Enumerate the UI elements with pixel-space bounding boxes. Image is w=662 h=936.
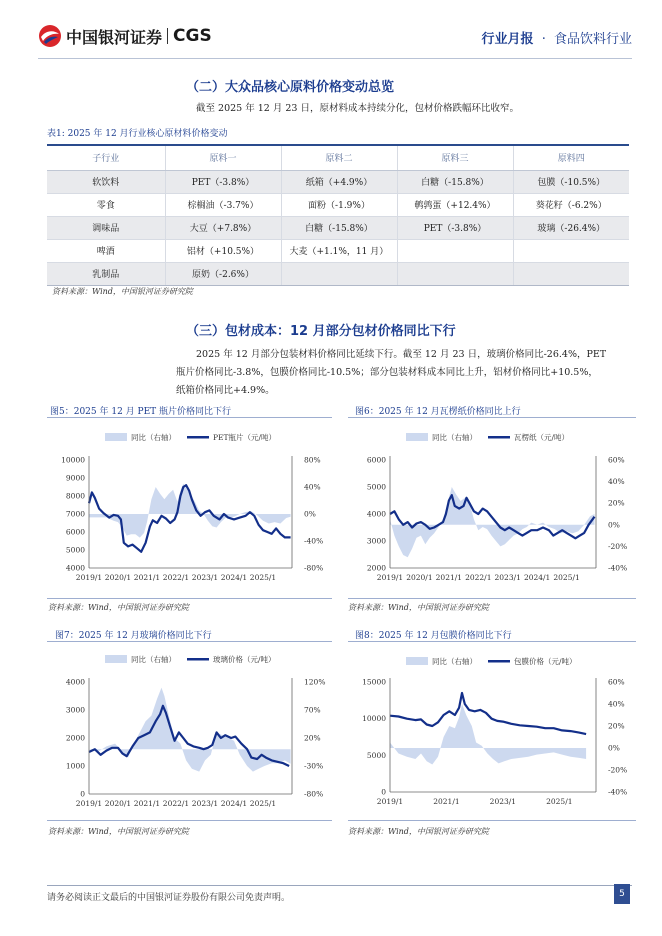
y-left-tick-label: 10000	[362, 714, 386, 724]
table-cell: 玻璃（-26.4%）	[513, 216, 629, 239]
fig5-caption: 图5：2025 年 12 月 PET 瓶片价格同比下行	[50, 407, 232, 417]
x-tick-label: 2022/1	[162, 573, 190, 582]
x-tick-label: 2020/1	[406, 573, 433, 582]
y-right-tick-label: 60%	[608, 677, 625, 687]
y-left-tick-label: 2000	[366, 563, 386, 573]
header-report-info	[482, 28, 632, 47]
x-tick-label: 2019/1	[75, 799, 103, 808]
legend-swatch-price	[187, 658, 209, 661]
x-tick-label: 2024/1	[523, 573, 551, 582]
table-header-cell: 原料四	[513, 145, 629, 170]
y-left-tick-label: 4000	[366, 509, 386, 519]
table-cell: 大麦（+1.1%，11 月）	[281, 239, 397, 262]
y-right-tick-label: 0%	[608, 520, 620, 530]
series-yoy-area	[390, 704, 586, 765]
y-left-tick-label: 9000	[65, 473, 85, 483]
fig7-caption: 图7：2025 年 12 月玻璃价格同比下行	[55, 631, 212, 641]
table-row	[47, 216, 629, 239]
table-cell: 纸箱（+4.9%）	[281, 170, 397, 193]
table-cell	[397, 262, 513, 285]
table-cell: 白糖（-15.8%）	[397, 170, 513, 193]
material-cost-table	[47, 144, 629, 286]
table-cell	[281, 262, 397, 285]
y-left-tick-label: 8000	[65, 491, 85, 501]
x-tick-label: 2020/1	[104, 799, 132, 808]
table-row	[47, 262, 629, 285]
legend-swatch-yoy	[406, 433, 428, 441]
footer-disclaimer: 请务必阅读正文最后的中国银河证券股份有限公司免责声明。	[47, 893, 291, 903]
table-header-cell: 原料三	[397, 145, 513, 170]
chart-legend	[105, 654, 276, 664]
y-right-tick-label: -20%	[608, 765, 628, 775]
y-right-tick-label: 70%	[304, 705, 321, 715]
table-header-cell: 原料二	[281, 145, 397, 170]
legend-label-price: 瓦楞纸（元/吨）	[514, 433, 570, 442]
series-price-line	[89, 485, 291, 552]
footer-divider	[47, 885, 632, 886]
table-cell: 软饮料	[47, 170, 165, 193]
section2-paragraph: 截至 2025 年 12 月 23 日，原材料成本持续分化，包材价格跌幅环比收窄。	[196, 103, 519, 114]
x-tick-label: 2024/1	[220, 573, 248, 582]
legend-swatch-yoy	[406, 657, 428, 665]
table-cell: 面粉（-1.9%）	[281, 193, 397, 216]
table-cell: 白糖（-15.8%）	[281, 216, 397, 239]
table-cell: 棕榈油（-3.7%）	[165, 193, 281, 216]
legend-swatch-price	[488, 436, 510, 439]
fig8-chart	[348, 642, 636, 822]
table-cell: 啤酒	[47, 239, 165, 262]
fig5-chart-box	[47, 417, 332, 599]
y-left-tick-label: 7000	[65, 509, 85, 519]
table-header-cell: 原料一	[165, 145, 281, 170]
table-cell: 零食	[47, 193, 165, 216]
section3-title: （三）包材成本：12 月部分包材价格同比下行	[186, 324, 456, 339]
legend-swatch-yoy	[105, 433, 127, 441]
fig8-caption: 图8：2025 年 12 月包膜价格同比下行	[355, 631, 512, 641]
y-left-tick-label: 2000	[65, 733, 85, 743]
x-tick-label: 2023/1	[191, 799, 219, 808]
table-header-cell: 子行业	[47, 145, 165, 170]
x-tick-label: 2020/1	[104, 573, 132, 582]
header-divider	[38, 58, 632, 59]
legend-label-yoy: 同比（右轴）	[432, 657, 477, 666]
y-right-tick-label: -20%	[608, 541, 628, 551]
section3-paragraph-line: 纸箱价格同比+4.9%。	[176, 385, 275, 396]
legend-label-yoy: 同比（右轴）	[131, 655, 176, 664]
legend-label-price: PET瓶片（元/吨）	[213, 433, 277, 442]
fig6-chart	[348, 418, 636, 600]
y-left-tick-label: 5000	[65, 545, 85, 555]
x-tick-label: 2023/1	[489, 797, 517, 806]
y-left-tick-label: 6000	[65, 527, 85, 537]
y-right-tick-label: -40%	[608, 563, 628, 573]
section2-title: （二）大众品核心原料价格变动总览	[186, 80, 395, 95]
y-right-tick-label: 40%	[608, 699, 625, 709]
page-number: 5	[614, 884, 630, 904]
y-left-tick-label: 3000	[366, 536, 386, 546]
x-tick-label: 2021/1	[133, 799, 161, 808]
fig7-chart	[47, 642, 332, 822]
table1-caption: 表1: 2025 年 12 月行业核心原材料价格变动	[47, 129, 228, 139]
table-cell: 调味品	[47, 216, 165, 239]
chart-legend	[105, 432, 276, 442]
fig6-chart-box	[348, 417, 636, 599]
table-cell: 乳制品	[47, 262, 165, 285]
table-row	[47, 239, 629, 262]
y-left-tick-label: 5000	[366, 750, 386, 760]
fig5-source: 资料来源：Wind，中国银河证券研究院	[48, 603, 189, 612]
x-tick-label: 2022/1	[465, 573, 492, 582]
company-logo	[38, 24, 212, 48]
x-tick-label: 2019/1	[376, 573, 404, 582]
table-cell: 鹌鹑蛋（+12.4%）	[397, 193, 513, 216]
y-right-tick-label: 20%	[608, 721, 625, 731]
y-right-tick-label: 120%	[304, 677, 326, 687]
chart-legend	[406, 656, 577, 666]
galaxy-logo-icon	[38, 24, 62, 48]
fig7-source: 资料来源：Wind，中国银河证券研究院	[48, 827, 189, 836]
fig8-source: 资料来源：Wind，中国银河证券研究院	[348, 827, 489, 836]
fig6-source: 资料来源：Wind，中国银河证券研究院	[348, 603, 489, 612]
y-left-tick-label: 0	[381, 787, 386, 797]
table-cell: 包膜（-10.5%）	[513, 170, 629, 193]
industry-name: 食品饮料行业	[553, 32, 632, 47]
legend-swatch-yoy	[105, 655, 127, 663]
x-tick-label: 2021/1	[433, 797, 460, 806]
section3-paragraph-line: 瓶片价格同比-3.8%，包膜价格同比-10.5%；部分包装材料成本同比上升，铝材价格同比+10.5%，	[176, 367, 598, 378]
legend-label-price: 包膜价格（元/吨）	[514, 657, 577, 666]
x-tick-label: 2023/1	[494, 573, 521, 582]
y-left-tick-label: 3000	[65, 705, 85, 715]
header-dot: ·	[541, 32, 546, 47]
chart-legend	[406, 432, 569, 442]
table-cell: PET（-3.8%）	[397, 216, 513, 239]
y-right-tick-label: 20%	[304, 733, 321, 743]
fig8-chart-box	[348, 641, 636, 821]
y-left-tick-label: 0	[80, 789, 85, 799]
y-left-tick-label: 10000	[61, 455, 85, 465]
x-tick-label: 2025/1	[249, 573, 277, 582]
x-tick-label: 2025/1	[249, 799, 277, 808]
y-left-tick-label: 1000	[65, 761, 85, 771]
section3-paragraph-line: 2025 年 12 月部分包装材料价格同比延续下行。截至 12 月 23 日，玻璃价格同比-26.4%，PET	[196, 349, 607, 360]
table-cell: 葵花籽（-6.2%）	[513, 193, 629, 216]
x-tick-label: 2025/1	[553, 573, 580, 582]
legend-label-yoy: 同比（右轴）	[432, 433, 477, 442]
table-row	[47, 193, 629, 216]
series-price-line	[390, 693, 586, 734]
legend-swatch-price	[187, 436, 209, 439]
table-row	[47, 170, 629, 193]
report-type: 行业月报	[481, 32, 534, 47]
y-right-tick-label: -40%	[304, 536, 324, 546]
table-cell: 铝材（+10.5%）	[165, 239, 281, 262]
table1-source: 资料来源：Wind，中国银河证券研究院	[52, 287, 193, 296]
y-left-tick-label: 6000	[366, 455, 386, 465]
x-tick-label: 2021/1	[435, 573, 463, 582]
fig5-chart	[47, 418, 332, 600]
y-left-tick-label: 4000	[65, 563, 85, 573]
y-right-tick-label: 40%	[608, 477, 625, 487]
fig6-caption: 图6：2025 年 12 月瓦楞纸价格同比上行	[355, 407, 521, 417]
series-yoy-area	[89, 688, 291, 772]
x-tick-label: 2025/1	[546, 797, 573, 806]
y-right-tick-label: -80%	[304, 563, 324, 573]
y-right-tick-label: 20%	[608, 498, 625, 508]
x-tick-label: 2023/1	[191, 573, 219, 582]
y-right-tick-label: 40%	[304, 482, 321, 492]
y-right-tick-label: -80%	[304, 789, 324, 799]
legend-label-yoy: 同比（右轴）	[131, 433, 176, 442]
x-tick-label: 2021/1	[133, 573, 161, 582]
y-left-tick-label: 15000	[362, 677, 386, 687]
table-cell: 原奶（-2.6%）	[165, 262, 281, 285]
table-cell	[397, 239, 513, 262]
fig7-chart-box	[47, 641, 332, 821]
logo-divider	[167, 28, 168, 44]
legend-swatch-price	[488, 660, 510, 663]
x-tick-label: 2024/1	[220, 799, 248, 808]
legend-label-price: 玻璃价格（元/吨）	[213, 655, 276, 664]
x-tick-label: 2019/1	[376, 797, 404, 806]
table-header-row	[47, 145, 629, 170]
y-right-tick-label: 0%	[304, 509, 316, 519]
x-tick-label: 2019/1	[75, 573, 103, 582]
y-right-tick-label: -30%	[304, 761, 324, 771]
y-left-tick-label: 5000	[366, 482, 386, 492]
table-cell	[513, 262, 629, 285]
logo-cgs: CGS	[173, 26, 212, 46]
y-right-tick-label: 60%	[608, 455, 625, 465]
y-right-tick-label: 80%	[304, 455, 321, 465]
page-header	[0, 0, 662, 62]
y-left-tick-label: 4000	[65, 677, 85, 687]
table-cell: PET（-3.8%）	[165, 170, 281, 193]
y-right-tick-label: 0%	[608, 743, 620, 753]
table-cell	[513, 239, 629, 262]
table-cell: 大豆（+7.8%）	[165, 216, 281, 239]
logo-text: 中国银河证券	[66, 27, 163, 47]
y-right-tick-label: -40%	[608, 787, 628, 797]
x-tick-label: 2022/1	[162, 799, 190, 808]
